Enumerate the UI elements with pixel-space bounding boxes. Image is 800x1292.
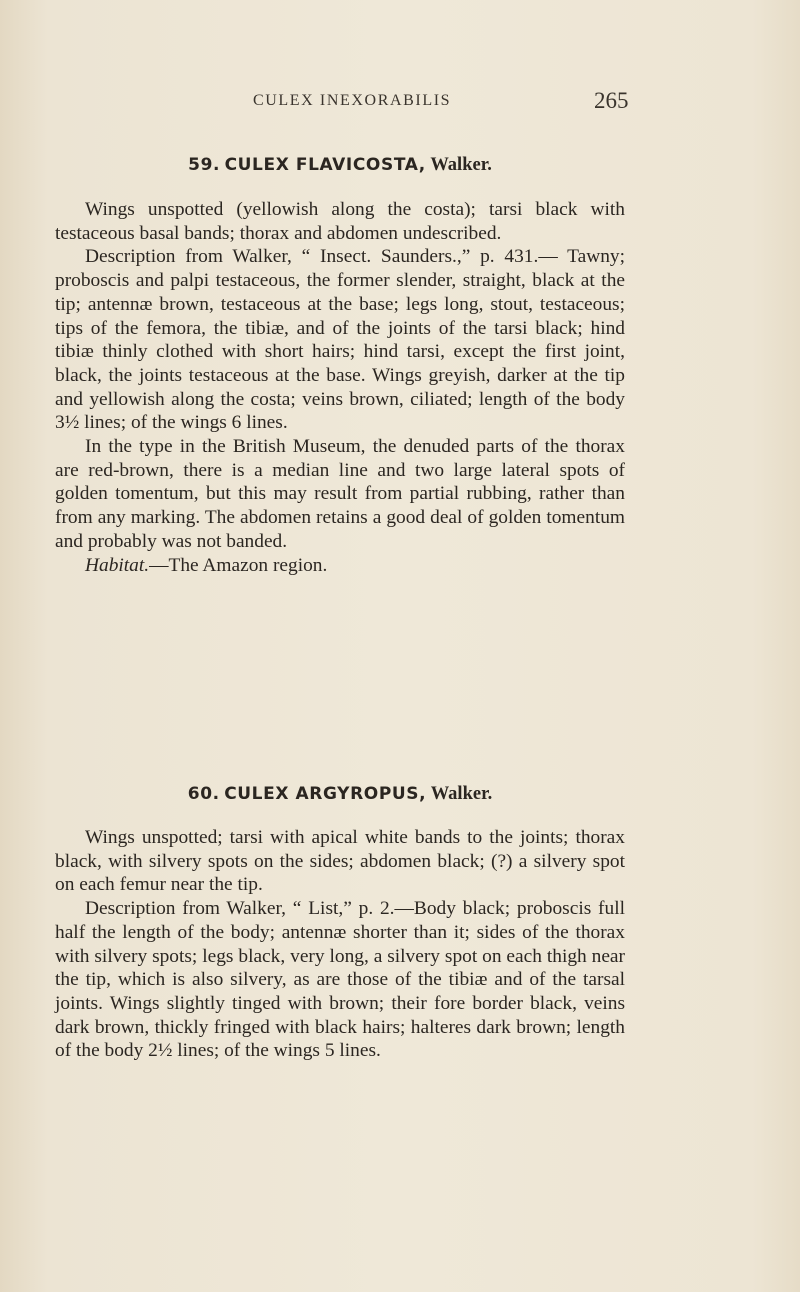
habitat-text: —The Amazon region. — [149, 554, 328, 576]
species-body — [55, 826, 625, 1063]
running-title: CULEX INEXORABILIS — [253, 92, 452, 109]
species-name: CULEX FLAVICOSTA, — [224, 155, 426, 175]
description-paragraph: Description from Walker, “ List,” p. 2.—Body black; proboscis full half the length of the body; antennæ shorter than it; sides of the thorax with silvery spots; legs black, very long, a silvery spot on each thigh near the tip, which is also silvery, as are those of the tibiæ and of the tarsal joints. Wings slightly tinged with brown; their fore border black, veins dark brown, thickly fringed with black hairs; halteres dark brown; length of the body 2½ lines; of the wings 5 lines. — [55, 898, 625, 1062]
species-entry-60 — [55, 781, 625, 1063]
species-number: 59. — [188, 155, 221, 175]
species-name: CULEX ARGYROPUS, — [224, 784, 427, 804]
species-author: Walker. — [430, 155, 492, 175]
species-heading — [55, 781, 625, 806]
species-heading — [55, 152, 625, 177]
diagnosis-paragraph: Wings unspotted (yellowish along the costa); tarsi black with testaceous basal bands; thorax and abdomen undescribed. — [55, 199, 625, 244]
species-entry-59 — [55, 152, 625, 577]
habitat-label: Habitat. — [85, 554, 150, 576]
species-author: Walker. — [430, 784, 493, 804]
habitat-paragraph — [55, 554, 625, 578]
page-number: 265 — [594, 88, 629, 113]
description-paragraph: Description from Walker, “ Insect. Saunders.,” p. 431.— Tawny; proboscis and palpi testaceous, the former slender, straight, black at the tip; antennæ brown, testaceous at the base; legs long, stout, testaceous; tips of the femora, the tibiæ, and of the joints of the tarsi black; hind tibiæ thinly clothed with short hairs; hind tarsi, except the first joint, black, the joints testaceous at the base. Wings greyish, darker at the tip and yellowish along the costa; veins brown, ciliated; length of the body 3½ lines; of the wings 6 lines. — [55, 246, 625, 434]
type-notes-paragraph: In the type in the British Museum, the denuded parts of the thorax are red-brown, there is a median line and two large lateral spots of golden tomentum, but this may result from partial rubbing, rather than from any marking. The abdomen retains a good deal of golden tomentum and probably was not banded. — [55, 436, 625, 552]
running-head — [0, 88, 800, 118]
species-body — [55, 198, 625, 577]
diagnosis-paragraph: Wings unspotted; tarsi with apical white bands to the joints; thorax black, with silvery spots on the sides; abdomen black; (?) a silvery spot on each femur near the tip. — [55, 827, 625, 896]
species-number: 60. — [187, 784, 220, 804]
